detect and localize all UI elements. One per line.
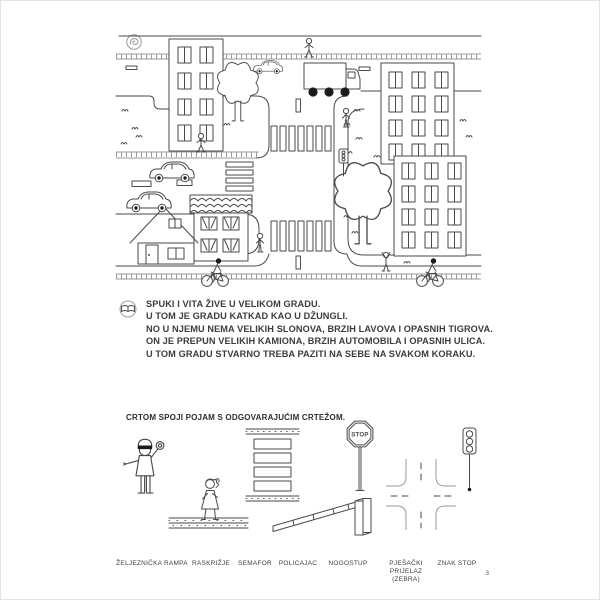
house <box>130 207 198 264</box>
term-label-semafor: SEMAFOR <box>238 560 272 567</box>
pedestrian <box>257 233 264 252</box>
girl-on-sidewalk-drawing <box>169 479 248 528</box>
term-label-nogostup: NOGOSTUP <box>328 560 368 567</box>
city-scene-illustration <box>116 11 481 296</box>
tree <box>218 63 259 121</box>
sidewalk-drawing <box>169 518 248 528</box>
reading-line: U TOM GRADU STVARNO TREBA PAZITI NA SEBE NA SVAKOM KORAKU. <box>146 348 476 359</box>
railway-ramp-drawing <box>273 499 371 536</box>
zebra-crosswalk-left <box>226 162 253 191</box>
reading-passage <box>146 298 493 360</box>
zebra-crossing-drawing <box>246 429 299 501</box>
activity-instruction: CRTOM SPOJI POJAM S ODGOVARAJUĆIM CRTEŽOM. <box>126 413 346 422</box>
activity-drawings <box>111 419 489 557</box>
reading-line: NO U NJEMU NEMA VELIKIH SLONOVA, BRZIH LAVOVA I OPASNIH TIGROVA. <box>146 323 493 334</box>
cyclist <box>417 258 444 286</box>
page-number: 3 <box>485 570 489 577</box>
car <box>254 61 283 74</box>
apartment-building-bottom-right <box>394 156 466 256</box>
stop-sign-text: STOP <box>351 431 369 439</box>
term-label-znak-stop: ZNAK STOP <box>437 560 477 567</box>
reading-line: SPUKI I VITA ŽIVE U VELIKOM GRADU. <box>146 299 321 309</box>
tiled-roof-building <box>190 195 252 261</box>
car <box>150 162 194 182</box>
crossroads-drawing <box>386 459 456 530</box>
pedestrian <box>382 252 390 271</box>
zebra-crosswalk-top <box>271 126 331 151</box>
car <box>127 192 171 212</box>
reading-line: ON JE PREPUN VELIKIH KAMIONA, BRZIH AUTOMOBILA I OPASNIH ULICA. <box>146 336 486 347</box>
snail-badge-icon <box>127 35 141 49</box>
reading-line: U TOM JE GRADU KATKAD KAO U DŽUNGLI. <box>146 311 348 322</box>
policeman-drawing <box>124 439 164 493</box>
term-label-policajac: POLICAJAC <box>278 560 318 567</box>
term-label-zeljeznicka-rampa: ŽELJEZNIČKA RAMPA <box>116 560 188 567</box>
stop-sign-drawing <box>347 421 373 490</box>
open-book-icon <box>117 299 139 321</box>
cyclist <box>202 258 229 286</box>
term-label-raskrizje: RASKRIŽJE <box>191 560 230 567</box>
term-label-pjesacki-prijelaz: PJEŠAČKI PRIJELAZ (ZEBRA) <box>389 560 423 583</box>
apartment-building-top-left <box>169 39 223 151</box>
traffic-light-drawing <box>463 428 476 491</box>
apartment-building-top-right <box>381 63 454 164</box>
truck <box>304 63 360 97</box>
zebra-crosswalk-bottom <box>271 221 331 251</box>
